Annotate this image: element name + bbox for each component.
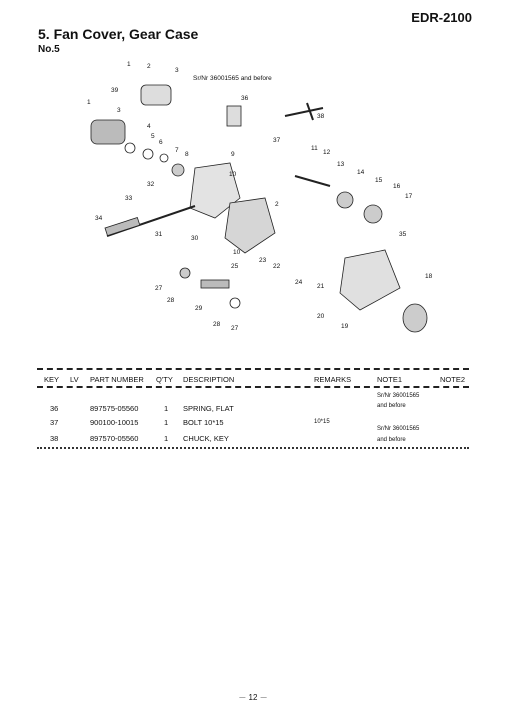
col-header-description: DESCRIPTION [183, 375, 235, 384]
col-header-part-number: PART NUMBER [90, 375, 144, 384]
part-callout: 29 [195, 305, 203, 312]
col-header-remarks: REMARKS [314, 375, 352, 384]
row-key: 36 [50, 404, 59, 413]
bearing-part [403, 304, 427, 332]
chuck-upper [141, 85, 171, 105]
model-number: EDR-2100 [411, 10, 472, 25]
row-description: CHUCK, KEY [183, 434, 229, 443]
part-callout: 2 [147, 63, 151, 70]
row-description: SPRING, FLAT [183, 404, 234, 413]
row-part-number: 897570-05560 [90, 434, 139, 443]
part-callout: 27 [231, 325, 239, 332]
part-callout: 2 [275, 201, 279, 208]
part-callout: 38 [317, 113, 325, 120]
part-callout: 34 [95, 215, 103, 222]
part-callout: 5 [151, 133, 155, 140]
table-header-rule [37, 386, 469, 388]
part-callout: 4 [147, 123, 151, 130]
part-callout: 25 [231, 263, 239, 270]
part-callout: 10 [229, 171, 237, 178]
part-callout: 8 [185, 151, 189, 158]
part-callout: 28 [213, 321, 221, 328]
part-callout: 10 [233, 249, 241, 256]
col-header-lv: LV [70, 375, 79, 384]
row-note1-line1: Sr/Nr 36001565 [377, 393, 420, 399]
row-note1-line2: and before [377, 403, 406, 409]
row-note1-line2: and before [377, 437, 406, 443]
gear-part [337, 192, 353, 208]
row-key: 38 [50, 434, 59, 443]
part-callout: 31 [155, 231, 163, 238]
table-bottom-rule [37, 447, 469, 449]
washer-part [125, 143, 135, 153]
part-callout: 13 [337, 161, 345, 168]
washer-part [230, 298, 240, 308]
gear-case [225, 198, 275, 253]
row-note1-line1: Sr/Nr 36001565 [377, 426, 420, 432]
part-callout: 11 [311, 145, 318, 152]
exploded-parts-diagram [55, 58, 455, 348]
col-header-qty: Q'TY [156, 375, 173, 384]
part-callout: 15 [375, 177, 383, 184]
section-title: 5. Fan Cover, Gear Case [38, 26, 199, 42]
washer-part [143, 149, 153, 159]
pinion-part [201, 280, 229, 288]
part-callout: 32 [147, 181, 155, 188]
spring-part [227, 106, 241, 126]
row-description: BOLT 10*15 [183, 418, 224, 427]
part-callout: 1 [87, 99, 91, 106]
row-qty: 1 [164, 418, 169, 427]
part-callout: 22 [273, 263, 281, 270]
part-callout: 24 [295, 279, 303, 286]
row-qty: 1 [164, 434, 169, 443]
part-callout: 39 [111, 87, 119, 94]
part-callout: 12 [323, 149, 331, 156]
spindle-part [105, 217, 140, 235]
shaft-part [295, 176, 330, 186]
row-part-number: 897575-05560 [90, 404, 139, 413]
part-callout: 14 [357, 169, 365, 176]
diagram-number: No.5 [38, 44, 60, 55]
part-callout: 17 [405, 193, 413, 200]
part-callout: 3 [117, 107, 121, 114]
serial-note: Sr/Nr 36001565 and before [193, 75, 272, 82]
part-callout: 21 [317, 283, 325, 290]
table-top-rule [37, 368, 469, 370]
part-callout: 19 [341, 323, 349, 330]
part-callout: 20 [317, 313, 325, 320]
row-key: 37 [50, 418, 59, 427]
part-callout: 37 [273, 137, 281, 144]
gear-part [180, 268, 190, 278]
chuck-lower [91, 120, 125, 144]
col-header-key: KEY [44, 375, 60, 384]
part-callout: 7 [175, 147, 179, 154]
part-callout: 35 [399, 231, 407, 238]
part-callout: 30 [191, 235, 199, 242]
part-callout: 6 [159, 139, 163, 146]
part-callout: 1 [127, 61, 131, 68]
bearing-part [172, 164, 184, 176]
part-callout: 16 [393, 183, 401, 190]
page-number: － 12 － [238, 693, 268, 702]
part-callout: 27 [155, 285, 163, 292]
ring-part [160, 154, 168, 162]
part-callout: 18 [425, 273, 433, 280]
part-callout: 23 [259, 257, 267, 264]
part-callout: 9 [231, 151, 235, 158]
row-remarks: 10*15 [314, 419, 330, 425]
part-callout: 36 [241, 95, 249, 102]
gear-part [364, 205, 382, 223]
gear-housing [340, 250, 400, 310]
row-qty: 1 [164, 404, 169, 413]
part-callout: 3 [175, 67, 179, 74]
part-callout: 33 [125, 195, 133, 202]
part-callout: 28 [167, 297, 175, 304]
col-header-note2: NOTE2 [440, 375, 466, 384]
row-part-number: 900100-10015 [90, 418, 139, 427]
col-header-note1: NOTE1 [377, 375, 403, 384]
